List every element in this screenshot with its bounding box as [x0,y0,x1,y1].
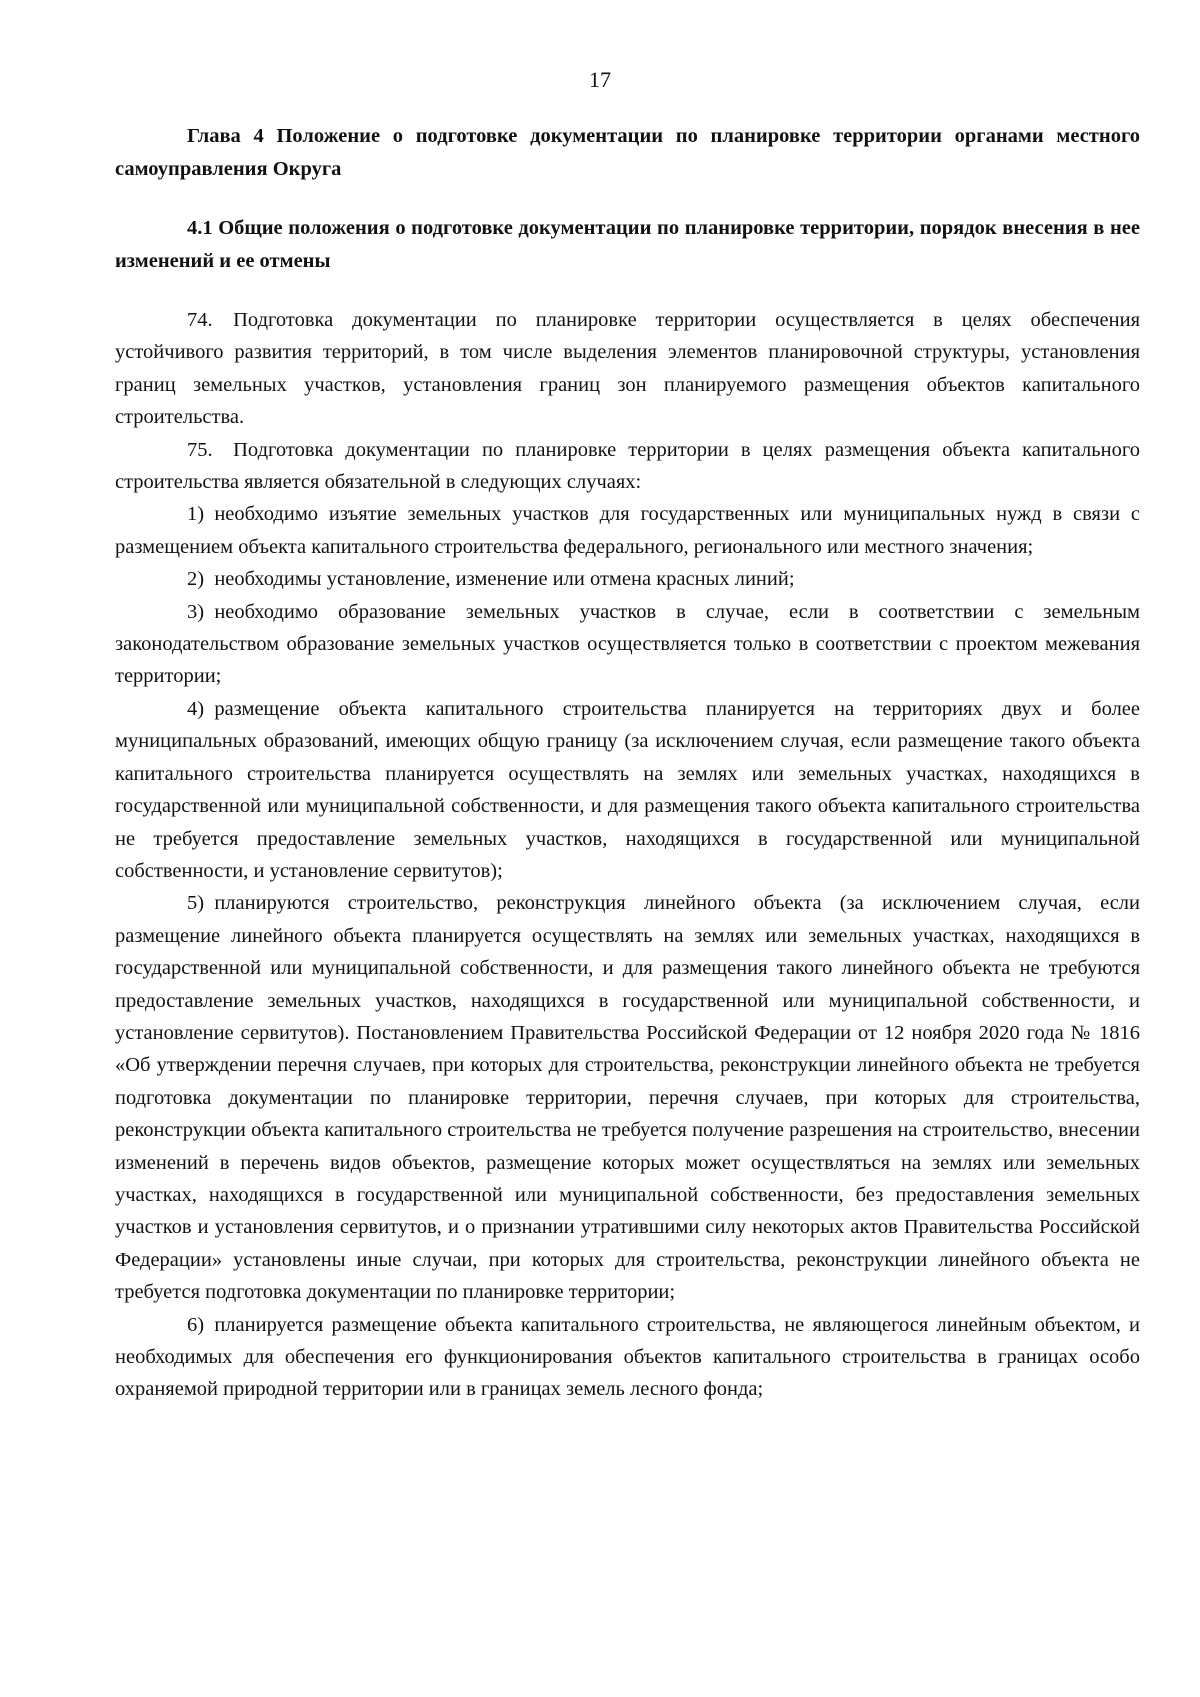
list-item-6: 6) планируется размещение объекта капитального строительства, не являющегося линейным объектом, и необходимых для обеспечения его функционирования объектов капитального строительства в границах особо охраняемой природной территории или в границах земель лесного фонда; [115,1313,1140,1401]
paragraph-74: 74. Подготовка документации по планировке территории осуществляется в целях обеспечения устойчивого развития территорий, в том числе выделения элементов планировочной структуры, установления границ земельных участков, установления границ зон планируемого размещения объектов капитального строительства. [115,309,1140,429]
list-item-1: 1) необходимо изъятие земельных участков для государственных или муниципальных нужд в связи с размещением объекта капитального строительства федерального, регионального или местного значения; [115,503,1140,558]
chapter-heading: Глава 4 Положение о подготовке документации по планировке территории органами местного самоуправления Округа [115,125,1140,180]
list-item-3: 3) необходимо образование земельных участков в случае, если в соответствии с земельным законодательством образование земельных участков осуществляется только в соответствии с проектом межевания территории; [115,600,1140,688]
page-number: 17 [589,67,611,92]
paragraph-75: 75. Подготовка документации по планировке территории в целях размещения объекта капитального строительства является обязательной в следующих случаях: [115,438,1140,494]
list-item-5: 5) планируются строительство, реконструкция линейного объекта (за исключением случая, если размещение линейного объекта планируется осуществлять на землях или земельных участках, находящихся в государственной или муниципальной собственности, и для размещения такого линейного объекта не требуются предоставление земельных участков, находящихся в государственной или муниципальной собственности, и установление сервитутов). Постановлением Правительства Российской Федерации от 12 ноября 2020 года № 1816 «Об утверждении перечня случаев, при которых для строительства, реконструкции линейного объекта не требуется подготовка документации по планировке территории, перечня случаев, при которых для строительства, реконструкции объекта капитального строительства не требуется получение разрешения на строительство, внесении изменений в перечень видов объектов, размещение которых может осуществляться на землях или земельных участках, находящихся в государственной или муниципальной собственности, без предоставления земельных участков и установления сервитутов, и о признании утратившими силу некоторых актов Правительства Российской Федерации» установлены иные случаи, при которых для строительства, реконструкции линейного объекта не требуется подготовка документации по планировке территории; [115,892,1140,1304]
list-item-2: 2) необходимы установление, изменение или отмена красных линий; [187,568,795,591]
body-text [115,304,1140,1406]
section-heading: 4.1 Общие положения о подготовке документации по планировке территории, порядок внесения в нее изменений и ее отмены [115,217,1140,272]
list-item-4: 4) размещение объекта капитального строительства планируется на территориях двух и более муниципальных образований, имеющих общую границу (за исключением случая, если размещение такого объекта капитального строительства планируется осуществлять на землях или земельных участках, находящихся в государственной или муниципальной собственности, и для размещения такого объекта капитального строительства не требуется предоставление земельных участков, находящихся в государственной или муниципальной собственности, и установление сервитутов); [115,697,1140,882]
